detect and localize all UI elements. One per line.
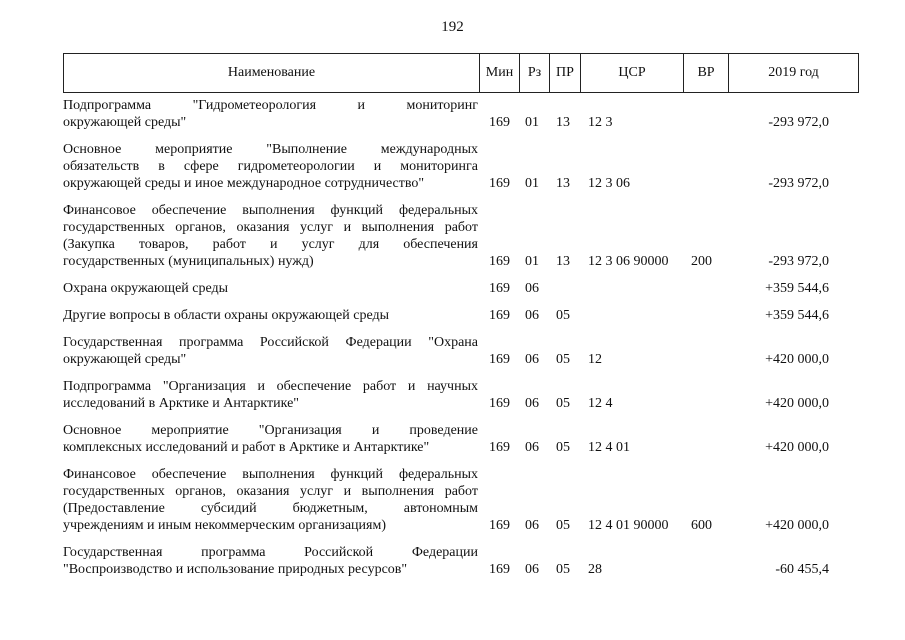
row-name	[63, 307, 478, 324]
row-name-line: Финансовое обеспечение выполнения функций федеральных	[63, 203, 478, 218]
header-rz: Рз	[520, 54, 550, 92]
row-sum: -293 972,0	[768, 254, 829, 269]
table-body	[63, 97, 859, 578]
header-min: Мин	[480, 54, 520, 92]
row-rz: 01	[525, 115, 539, 130]
row-name-line: окружающей среды и иное международное сотрудничество"	[63, 176, 425, 191]
page-number: 192	[441, 19, 464, 35]
table-row	[63, 202, 859, 270]
row-name-line: Охрана окружающей среды	[63, 281, 229, 296]
row-sum: +420 000,0	[765, 440, 829, 455]
row-name-line: исследований в Арктике и Антарктике"	[63, 396, 299, 411]
row-rz: 06	[525, 352, 539, 367]
row-min: 169	[489, 308, 510, 323]
header-name: Наименование	[64, 54, 480, 92]
row-min: 169	[489, 352, 510, 367]
row-name-line: (Закупка товаров, работ и услуг для обеспечения	[63, 237, 478, 252]
row-name	[63, 466, 478, 534]
row-name	[63, 141, 478, 192]
row-min: 169	[489, 254, 510, 269]
row-rz: 01	[525, 254, 539, 269]
row-name-line: "Воспроизводство и использование природных ресурсов"	[63, 562, 408, 577]
table-row	[63, 466, 859, 534]
header-csr: ЦСР	[581, 54, 684, 92]
row-csr: 12	[588, 352, 602, 367]
header-year: 2019 год	[768, 65, 819, 80]
row-name-line: окружающей среды"	[63, 115, 187, 130]
row-name-line: Основное мероприятие "Организация и проведение	[63, 423, 478, 438]
row-name	[63, 422, 478, 456]
row-pr: 05	[556, 352, 570, 367]
row-csr: 12 4 01	[588, 440, 630, 455]
row-sum: +359 544,6	[765, 281, 829, 296]
row-name-line: (Предоставление субсидий бюджетным, автономным	[63, 501, 478, 516]
row-sum: +359 544,6	[765, 308, 829, 323]
row-sum: -293 972,0	[768, 176, 829, 191]
row-name	[63, 544, 478, 578]
row-sum: -60 455,4	[775, 562, 829, 577]
row-rz: 06	[525, 518, 539, 533]
row-vr: 200	[691, 254, 712, 269]
row-name-line: Основное мероприятие "Выполнение международных	[63, 142, 478, 157]
row-rz: 06	[525, 562, 539, 577]
row-name-line: окружающей среды"	[63, 352, 187, 367]
row-csr: 28	[588, 562, 602, 577]
table-row	[63, 544, 859, 578]
row-pr: 13	[556, 254, 570, 269]
row-name-line: Подпрограмма "Гидрометеорология и мониторинг	[63, 98, 478, 113]
row-name-line: государственных органов, оказания услуг и выполнения работ	[63, 484, 478, 499]
row-rz: 06	[525, 308, 539, 323]
row-name-line: Другие вопросы в области охраны окружающей среды	[63, 308, 389, 323]
table-row	[63, 334, 859, 368]
row-name-line: учреждениям и иным некоммерческим организациям)	[63, 518, 387, 533]
row-pr: 05	[556, 518, 570, 533]
row-min: 169	[489, 440, 510, 455]
header-pr: ПР	[550, 54, 581, 92]
row-rz: 06	[525, 281, 539, 296]
row-sum: +420 000,0	[765, 518, 829, 533]
row-name	[63, 202, 478, 270]
row-sum: +420 000,0	[765, 352, 829, 367]
row-pr: 13	[556, 176, 570, 191]
row-sum: -293 972,0	[768, 115, 829, 130]
row-name-line: государственных (муниципальных) нужд)	[63, 254, 314, 269]
row-name-line: Государственная программа Российской Федерации "Охрана	[63, 335, 478, 350]
table-header	[63, 53, 859, 93]
row-csr: 12 4	[588, 396, 613, 411]
row-pr: 05	[556, 308, 570, 323]
row-vr: 600	[691, 518, 712, 533]
row-rz: 06	[525, 396, 539, 411]
row-min: 169	[489, 176, 510, 191]
row-csr: 12 3	[588, 115, 613, 130]
row-pr: 05	[556, 440, 570, 455]
row-name	[63, 378, 478, 412]
row-rz: 06	[525, 440, 539, 455]
table-row	[63, 378, 859, 412]
table-row	[63, 307, 859, 324]
row-min: 169	[489, 396, 510, 411]
row-name	[63, 97, 478, 131]
row-name	[63, 280, 478, 297]
row-min: 169	[489, 562, 510, 577]
row-min: 169	[489, 518, 510, 533]
row-csr: 12 4 01 90000	[588, 518, 669, 533]
row-name-line: Подпрограмма "Организация и обеспечение работ и научных	[63, 379, 478, 394]
row-name-line: обязательств в сфере гидрометеорологии и мониторинга	[63, 159, 478, 174]
header-vr: ВР	[684, 54, 729, 92]
table-row	[63, 422, 859, 456]
row-sum: +420 000,0	[765, 396, 829, 411]
row-csr: 12 3 06	[588, 176, 630, 191]
row-name	[63, 334, 478, 368]
row-pr: 13	[556, 115, 570, 130]
table-row	[63, 280, 859, 297]
row-name-line: комплексных исследований и работ в Арктике и Антарктике"	[63, 440, 430, 455]
row-name-line: Государственная программа Российской Федерации	[63, 545, 478, 560]
row-name-line: государственных органов, оказания услуг и выполнения работ	[63, 220, 478, 235]
table-row	[63, 141, 859, 192]
row-rz: 01	[525, 176, 539, 191]
row-min: 169	[489, 281, 510, 296]
table-row	[63, 97, 859, 131]
row-name-line: Финансовое обеспечение выполнения функций федеральных	[63, 467, 478, 482]
row-csr: 12 3 06 90000	[588, 254, 669, 269]
row-pr: 05	[556, 396, 570, 411]
row-min: 169	[489, 115, 510, 130]
row-pr: 05	[556, 562, 570, 577]
